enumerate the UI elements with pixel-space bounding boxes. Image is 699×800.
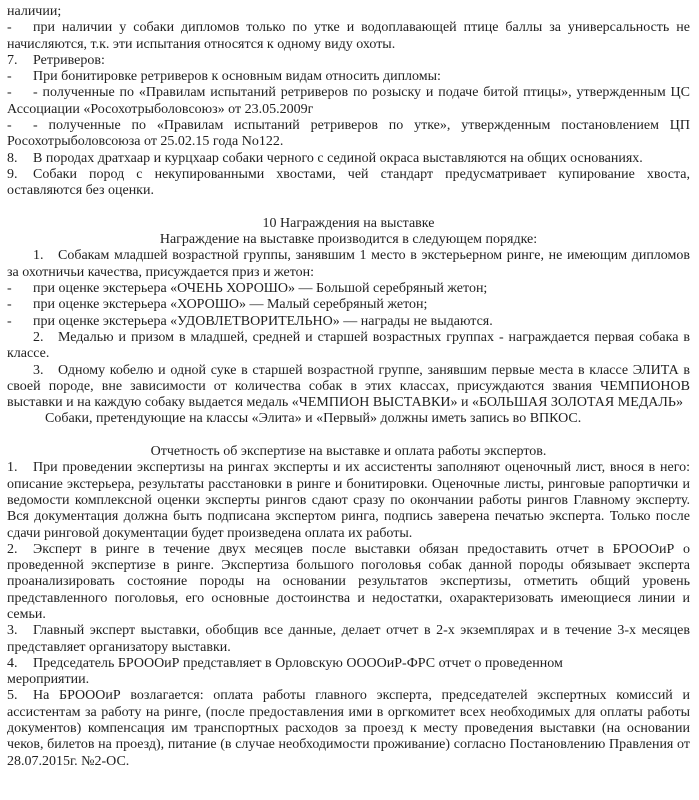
list-item <box>7 297 690 313</box>
list-item <box>7 314 690 330</box>
numbered-item <box>7 688 690 769</box>
item-number: 4. <box>7 655 18 671</box>
paragraph <box>7 411 690 427</box>
list-marker: - <box>7 118 12 134</box>
blank-line <box>7 428 690 444</box>
list-marker: - <box>7 281 12 297</box>
list-item <box>7 118 690 151</box>
numbered-item <box>7 53 690 69</box>
numbered-item <box>7 363 690 412</box>
item-text: Собакам младшей возрастной группы, занявшим 1 место в экстерьерном ринге, не имеющим дипломов за охотничьи качества, присуждается приз и жетон: <box>7 248 690 280</box>
item-number: 2. <box>33 329 44 345</box>
numbered-item <box>7 656 690 672</box>
numbered-item <box>7 151 690 167</box>
list-item <box>7 69 690 85</box>
paragraph-text: Собаки, претендующие на классы «Элита» и «Первый» должны иметь запись во ВПКОС. <box>45 411 582 427</box>
numbered-item <box>7 330 690 363</box>
item-text: На БРОООиР возлагается: оплата работы главного эксперта, председателей экспертных комиссий и ассистентам за работу на ринге, (после предоставления ими в оргкомитет всех необходимых для оплаты работы документов) компенсация им транспортных расходов за проезд к месту проведения выставки (на основании чеков, билетов на проезд), питание (в случае необходимости проживание) согласно Постановлению Правления от 28.07.2015г. №2-ОС. <box>7 688 690 769</box>
list-text: при наличии у собаки дипломов только по утке и водоплавающей птице баллы за универсальность не начисляются, т.к. эти испытания относятся к одному виду охоты. <box>7 20 690 52</box>
list-marker: - <box>7 20 12 36</box>
list-text: - полученные по «Правилам испытаний ретриверов по розыску и подаче битой птицы», утвержденным ЦС Ассоциации «Росохотрыболовсоюз» от 23.05.2009г <box>7 85 690 117</box>
list-text: при оценке экстерьера «ХОРОШО» — Малый серебряный жетон; <box>33 297 428 313</box>
heading-text: Отчетность об экспертизе на выставке и оплата работы экспертов. <box>150 444 547 460</box>
item-number: 7. <box>7 52 18 68</box>
paragraph-continuation <box>7 4 690 20</box>
item-number: 3. <box>7 623 18 639</box>
item-text: Эксперт в ринге в течение двух месяцев после выставки обязан предоставить отчет в БРОООиР о проведенной экспертизе в ринге. Экспертиза большого поголовья собак данной породы обязывает эксперта проанализировать состояние породы на основании результатов экспертизы, отметить общий уровень представленного поголовья, его основные достоинства и недостатки, охарактеризовать имеющиеся линии и семьи. <box>7 541 690 622</box>
numbered-item <box>7 623 690 656</box>
numbered-item <box>7 248 690 281</box>
item-number: 9. <box>7 166 18 182</box>
list-text: - полученные по «Правилам испытаний ретриверов по утке», утвержденным постановлением ЦП Росохотрыболовсоюза от 25.02.15 года No122. <box>7 118 690 150</box>
list-marker: - <box>7 297 12 313</box>
item-number: 1. <box>33 248 44 264</box>
list-marker: - <box>7 313 12 329</box>
list-item <box>7 281 690 297</box>
list-marker: - <box>7 69 12 85</box>
item-text: Собаки пород с некупированными хвостами, чей стандарт предусматривает купирование хвоста, оставляются без оценки. <box>7 166 690 199</box>
numbered-item <box>7 167 690 200</box>
list-text: При бонитировке ретриверов к основным видам относить дипломы: <box>33 69 441 85</box>
numbered-item <box>7 542 690 623</box>
item-text: Одному кобелю и одной суке в старшей возрастной группе, занявшим первые места в классе ЭЛИТА в своей породе, вне зависимости от количества собак в этих классах, присуждаются звания ЧЕМПИОНОВ выставки и на каждую собаку выдается медаль «ЧЕМПИОН ВЫСТАВКИ» и «БОЛЬШАЯ ЗОЛОТАЯ МЕДАЛЬ» <box>7 362 690 411</box>
item-number: 2. <box>7 541 18 557</box>
item-number: 8. <box>7 150 18 166</box>
numbered-item <box>7 460 690 541</box>
item-text: Медалью и призом в младшей, средней и старшей возрастных группах - награждается первая собака в классе. <box>7 329 690 362</box>
blank-line <box>7 200 690 216</box>
item-number: 3. <box>33 362 44 378</box>
list-marker: - <box>7 85 12 101</box>
item-text: В породах дратхаар и курцхаар собаки черного с сединой окраса выставляются на общих основаниях. <box>33 150 643 166</box>
section-heading-reports <box>7 444 690 460</box>
item-text: Ретриверов: <box>33 52 105 68</box>
item-number: 5. <box>7 688 18 704</box>
list-item <box>7 85 690 118</box>
paragraph-text: наличии; <box>7 4 62 19</box>
item-number: 1. <box>7 460 18 476</box>
paragraph-text: мероприятии. <box>7 672 90 688</box>
list-item <box>7 20 690 53</box>
subheading-text: Награждение на выставке производится в следующем порядке: <box>159 232 538 248</box>
paragraph-continuation <box>7 672 690 688</box>
item-text: Председатель БРОООиР представляет в Орловскую ООООиР-ФРС отчет о проведенном <box>33 655 563 671</box>
item-text: Главный эксперт выставки, обобщив все данные, делает отчет в 2-х экземплярах и в течение 3-х месяцев представляет организатору выставки. <box>7 623 690 655</box>
item-text: При проведении экспертизы на рингах эксперты и их ассистенты заполняют оценочный лист, внося в него: описание экстерьера, результаты расстановки в ринге и бонитировки. Оценочные листы, ринговые рапортички и ведомости комплексной оценки эксперты рингов сдают сразу по окончании работы рингов Главному эксперту. Вся документация должна быть подписана экспертом ринга, подпись заверена печатью эксперта. Только после сдачи ринговой документации будет произведена оплата их работы. <box>7 460 690 541</box>
heading-text: 10 Награждения на выставке <box>262 215 435 231</box>
section-subheading-awards <box>7 232 690 248</box>
list-text: при оценке экстерьера «УДОВЛЕТВОРИТЕЛЬНО» — награды не выдаются. <box>33 313 493 329</box>
list-text: при оценке экстерьера «ОЧЕНЬ ХОРОШО» — Большой серебряный жетон; <box>33 281 488 297</box>
section-heading-awards <box>7 216 690 232</box>
